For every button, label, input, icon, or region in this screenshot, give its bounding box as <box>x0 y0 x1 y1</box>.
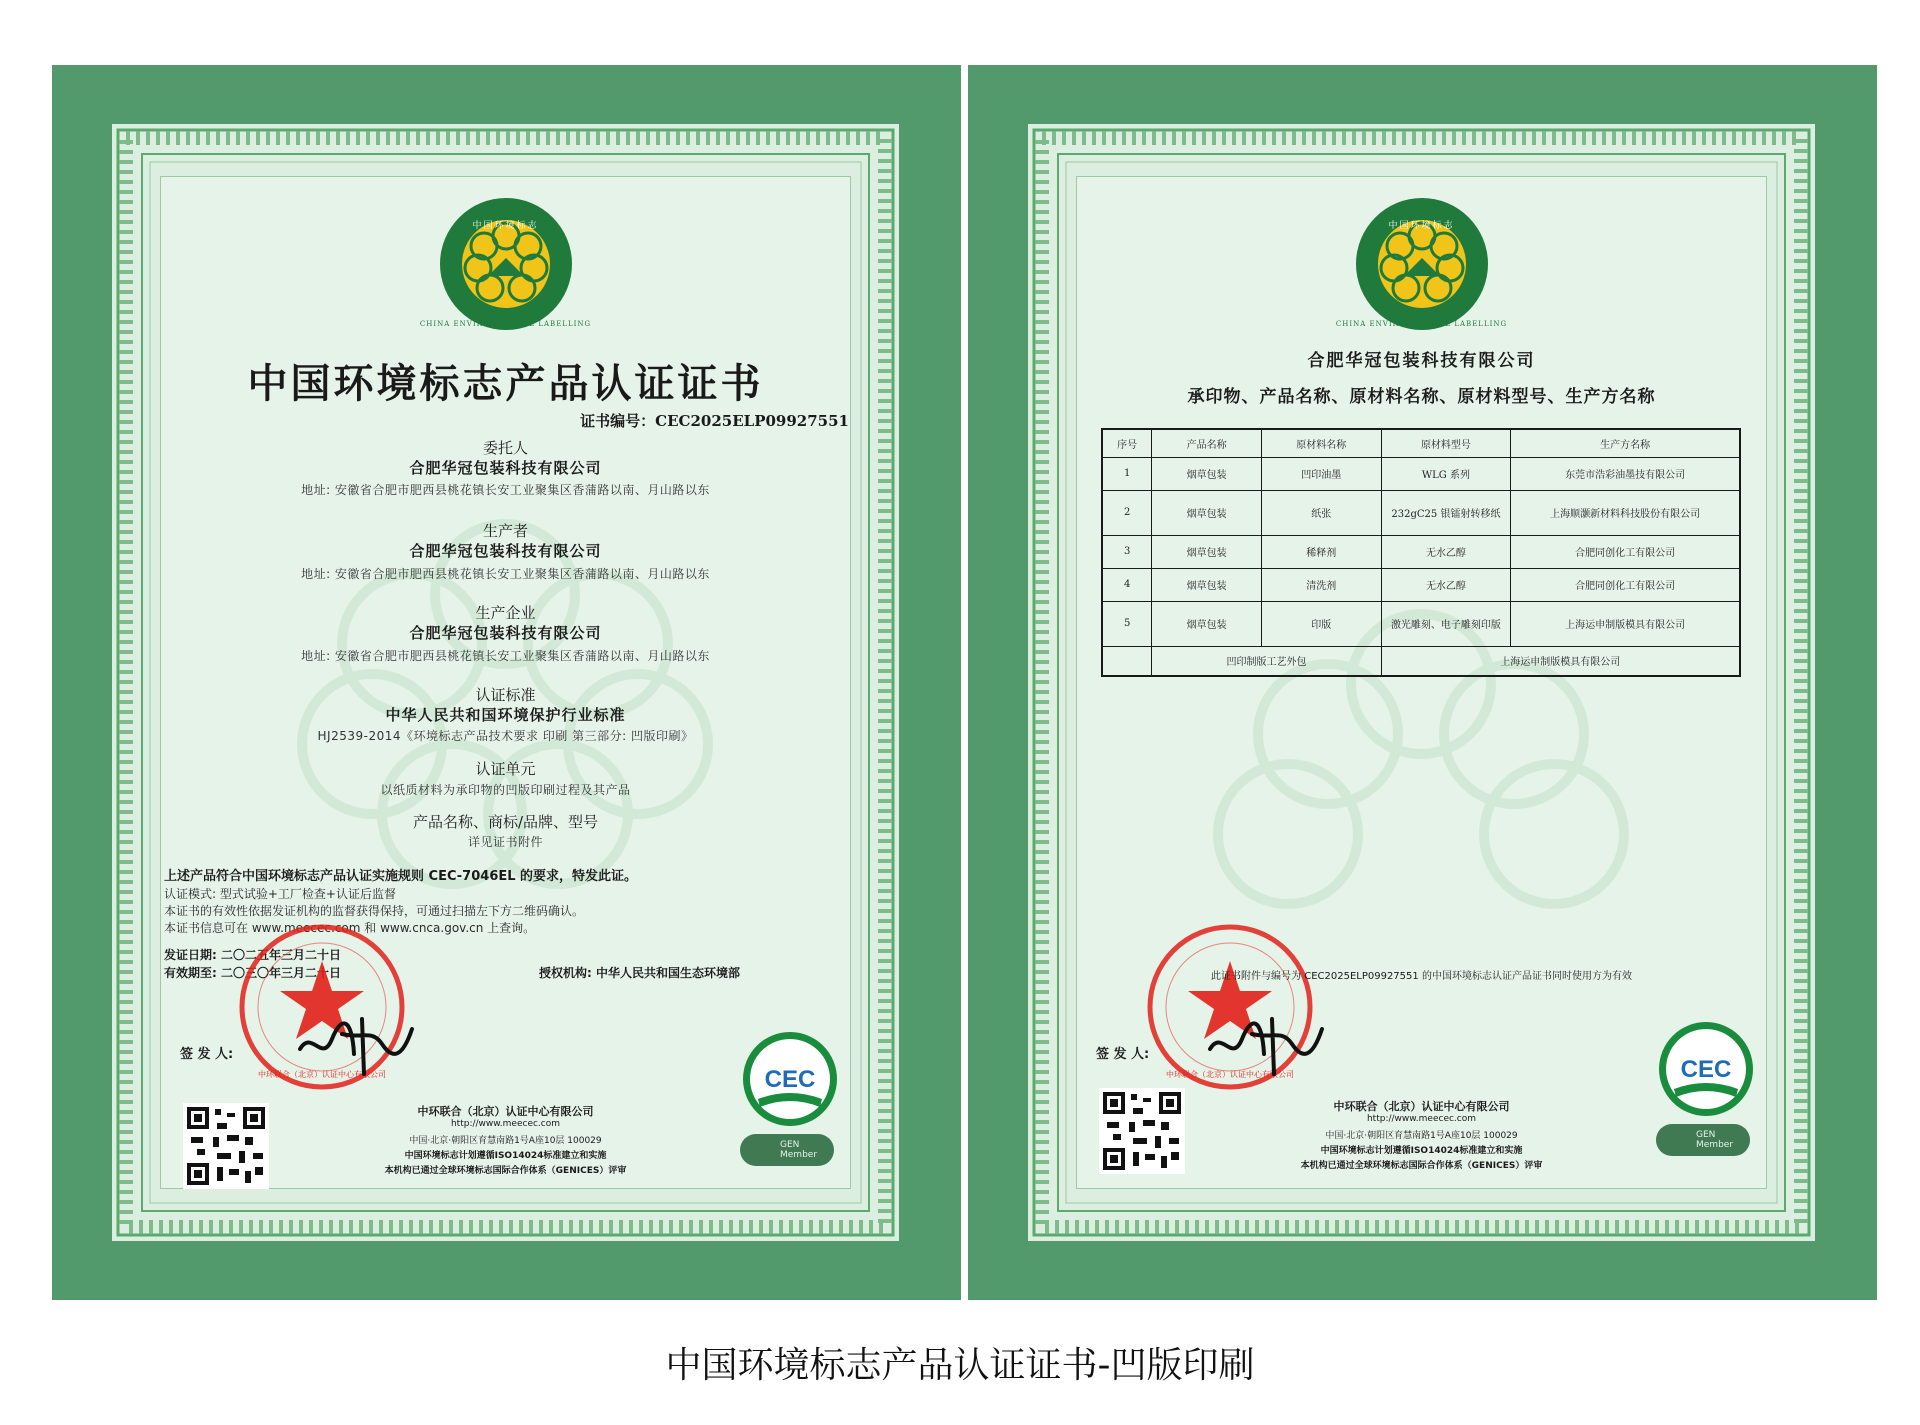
cell-maker: 东莞市浩彩油墨技有限公司 <box>1511 457 1740 490</box>
cell-maker: 合肥同创化工有限公司 <box>1511 535 1740 568</box>
cell-material: 清洗剂 <box>1262 568 1382 601</box>
attachment-note: 此证书附件与编号为 CEC2025ELP09927551 的中国环境标志认证产品证书同时使用方为有效 <box>1211 971 1632 982</box>
footer-iso: 中国环境标志计划遵循ISO14024标准建立和实施 <box>1320 1146 1523 1156</box>
expiry-date: 有效期至: 二〇三〇年三月二十日 <box>164 966 341 980</box>
attachment-paper <box>1028 124 1815 1241</box>
cell-model: 激光雕刻、电子雕刻印版 <box>1381 601 1511 646</box>
cell-model: 232gC25 银镭射转移纸 <box>1381 490 1511 535</box>
cec-logo-icon <box>740 1029 840 1129</box>
cec-logo-text: CEC <box>1680 1056 1732 1083</box>
cell-product: 烟草包装 <box>1152 490 1262 535</box>
qr-code-icon[interactable] <box>183 1103 269 1189</box>
info-note: 本证书信息可在 www.meecec.com 和 www.cnca.gov.cn 上查询。 <box>164 921 536 935</box>
cell-no: 5 <box>1102 601 1152 646</box>
qr-code-icon[interactable] <box>1099 1088 1185 1174</box>
cell-product: 烟草包装 <box>1152 568 1262 601</box>
signer-label: 签 发 人: <box>1096 1047 1150 1062</box>
gen-member-text: GEN Member <box>1696 1130 1734 1150</box>
client-name: 合肥华冠包装科技有限公司 <box>409 459 602 477</box>
issue-date: 发证日期: 二〇二五年三月二十日 <box>164 948 341 962</box>
header-model: 原材料型号 <box>1381 429 1511 457</box>
signer-label: 签 发 人: <box>180 1047 234 1062</box>
attachment-subtitle: 承印物、产品名称、原材料名称、原材料型号、生产方名称 <box>1187 387 1656 407</box>
cell-outsource-maker: 上海运申制版模具有限公司 <box>1381 646 1740 676</box>
table-row-outsource <box>1102 646 1740 676</box>
signature-icon <box>1202 1009 1332 1079</box>
emblem-text: 中国环境标志 <box>472 221 539 231</box>
standard-label: 认证标准 <box>475 686 536 704</box>
header-product: 产品名称 <box>1152 429 1262 457</box>
standard-name: 中华人民共和国环境保护行业标准 <box>385 706 626 724</box>
header-material: 原材料名称 <box>1262 429 1382 457</box>
cell-model: 无水乙醇 <box>1381 568 1511 601</box>
attachment-table <box>1101 428 1741 677</box>
table-header-row <box>1102 429 1740 457</box>
product-label: 产品名称、商标/品牌、型号 <box>412 813 599 831</box>
emblem-text: 中国环境标志 <box>1388 221 1455 231</box>
table-row <box>1102 535 1740 568</box>
cell-outsource-label: 凹印制版工艺外包 <box>1152 646 1381 676</box>
table-row <box>1102 601 1740 646</box>
signature-icon <box>292 1009 422 1079</box>
gen-member-text: GEN Member <box>780 1140 818 1160</box>
standard-detail: HJ2539-2014《环境标志产品技术要求 印刷 第三部分: 凹版印刷》 <box>317 729 694 743</box>
table-row <box>1102 457 1740 490</box>
attachment-table-wrap <box>1101 428 1741 677</box>
gen-member-badge <box>740 1134 834 1166</box>
certificate-title: 中国环境标志产品认证证书 <box>247 361 764 407</box>
cell-product: 烟草包装 <box>1152 535 1262 568</box>
footer-iso: 中国环境标志计划遵循ISO14024标准建立和实施 <box>404 1151 607 1161</box>
footer-gen: 本机构已通过全球环境标志国际合作体系（GENICES）评审 <box>1300 1161 1543 1171</box>
cell-no: 2 <box>1102 490 1152 535</box>
cell-material: 印版 <box>1262 601 1382 646</box>
cell-blank <box>1102 646 1152 676</box>
certificate-number-label: 证书编号： <box>580 412 656 430</box>
cell-no: 3 <box>1102 535 1152 568</box>
cec-logo-icon <box>1656 1019 1756 1119</box>
footer-gen: 本机构已通过全球环境标志国际合作体系（GENICES）评审 <box>384 1166 627 1176</box>
client-label: 委托人 <box>482 439 528 457</box>
table-row <box>1102 490 1740 535</box>
emblem-text-en: CHINA ENVIRONMENTAL LABELLING <box>1335 320 1508 328</box>
client-address: 地址: 安徽省合肥市肥西县桃花镇长安工业聚集区香蒲路以南、月山路以东 <box>301 483 710 497</box>
footer-url: http://www.meecec.com <box>450 1119 561 1129</box>
producer-address: 地址: 安徽省合肥市肥西县桃花镇长安工业聚集区香蒲路以南、月山路以东 <box>301 567 710 581</box>
cec-logo-text: CEC <box>764 1066 816 1093</box>
cell-product: 烟草包装 <box>1152 457 1262 490</box>
footer-org: 中环联合（北京）认证中心有限公司 <box>417 1105 594 1118</box>
attachment-company: 合肥华冠包装科技有限公司 <box>1307 351 1536 371</box>
gen-member-badge <box>1656 1124 1750 1156</box>
footer-address: 中国·北京·朝阳区育慧南路1号A座10层 100029 <box>409 1136 602 1146</box>
enterprise-name: 合肥华冠包装科技有限公司 <box>409 624 602 642</box>
header-maker: 生产方名称 <box>1511 429 1740 457</box>
producer-label: 生产者 <box>482 522 528 540</box>
certification-mode: 认证模式: 型式试验+工厂检查+认证后监督 <box>164 887 396 901</box>
cell-material: 稀释剂 <box>1262 535 1382 568</box>
cell-material: 纸张 <box>1262 490 1382 535</box>
cell-maker: 合肥同创化工有限公司 <box>1511 568 1740 601</box>
validity-note: 本证书的有效性依据发证机构的监督获得保持，可通过扫描左下方二维码确认。 <box>164 904 585 918</box>
cell-maker: 上海顺灏新材料科技股份有限公司 <box>1511 490 1740 535</box>
environmental-label-emblem <box>1354 196 1490 332</box>
environmental-label-emblem <box>438 196 574 332</box>
product-detail: 详见证书附件 <box>467 835 543 849</box>
seal-text: 中环联合（北京）认证中心有限公司 <box>258 1070 386 1079</box>
producer-name: 合肥华冠包装科技有限公司 <box>409 542 602 560</box>
seal-text: 中环联合（北京）认证中心有限公司 <box>1166 1070 1294 1079</box>
image-caption: 中国环境标志产品认证证书-凹版印刷 <box>665 1345 1255 1386</box>
header-no: 序号 <box>1102 429 1152 457</box>
enterprise-label: 生产企业 <box>475 604 536 622</box>
certificate-panel <box>52 65 961 1300</box>
unit-detail: 以纸质材料为承印物的凹版印刷过程及其产品 <box>380 783 631 797</box>
enterprise-address: 地址: 安徽省合肥市肥西县桃花镇长安工业聚集区香蒲路以南、月山路以东 <box>301 649 710 663</box>
certificate-paper <box>112 124 899 1241</box>
cell-model: 无水乙醇 <box>1381 535 1511 568</box>
cell-no: 4 <box>1102 568 1152 601</box>
certificate-number <box>580 410 849 431</box>
cell-no: 1 <box>1102 457 1152 490</box>
cell-material: 凹印油墨 <box>1262 457 1382 490</box>
footer-address: 中国·北京·朝阳区育慧南路1号A座10层 100029 <box>1325 1131 1518 1141</box>
cell-model: WLG 系列 <box>1381 457 1511 490</box>
emblem-text-en: CHINA ENVIRONMENTAL LABELLING <box>419 320 592 328</box>
table-row <box>1102 568 1740 601</box>
certificate-number-value: CEC2025ELP09927551 <box>655 412 849 430</box>
attachment-panel <box>968 65 1877 1300</box>
unit-label: 认证单元 <box>475 760 536 778</box>
footer-url: http://www.meecec.com <box>1366 1114 1477 1124</box>
authority: 授权机构: 中华人民共和国生态环境部 <box>539 966 740 980</box>
cell-product: 烟草包装 <box>1152 601 1262 646</box>
footer-org: 中环联合（北京）认证中心有限公司 <box>1333 1100 1510 1113</box>
declaration: 上述产品符合中国环境标志产品认证实施规则 CEC-7046EL 的要求，特发此证。 <box>164 869 638 884</box>
cell-maker: 上海运申制版模具有限公司 <box>1511 601 1740 646</box>
